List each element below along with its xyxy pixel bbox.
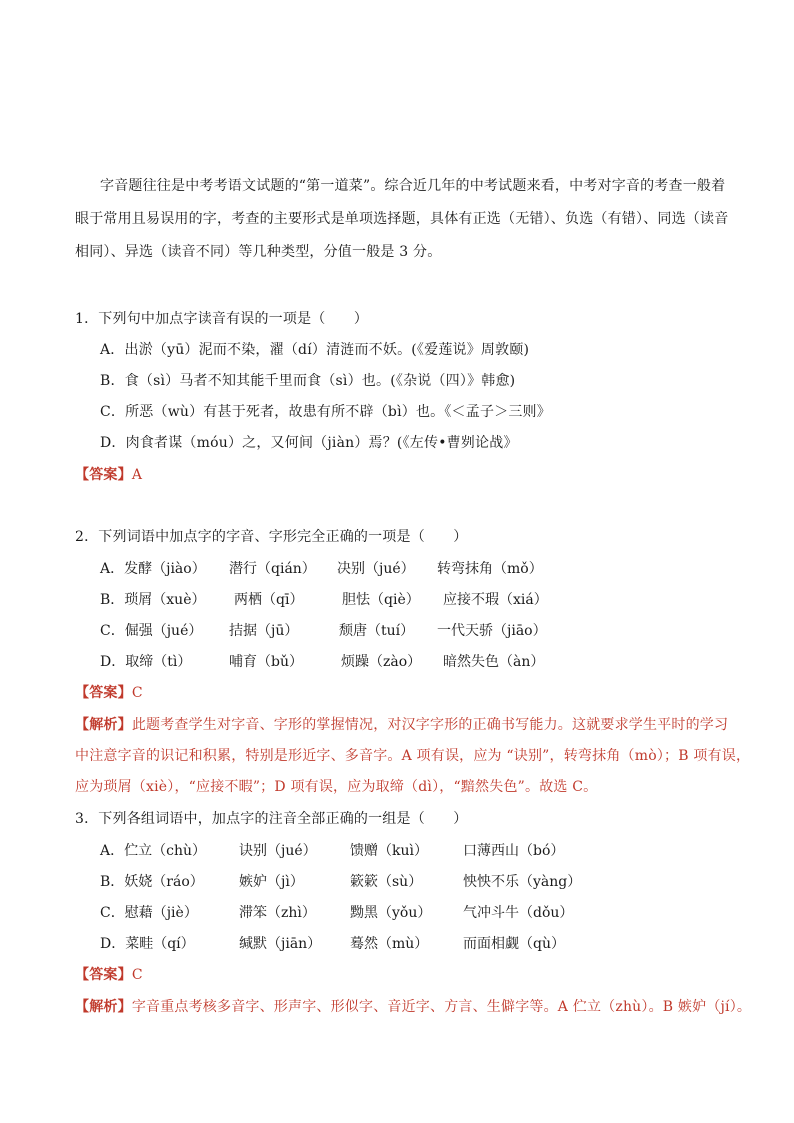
option-cell: 馈赠（kuì） bbox=[350, 843, 428, 859]
option-cell: 而面相觑（qù） bbox=[463, 936, 565, 952]
analysis-line: 中注意字音的识记和积累，特别是形近字、多音字。A 项有误，应为 “诀别”，转弯抹角（mò）；B 项有误， bbox=[75, 748, 751, 764]
option-cell: 滞笨（zhì） bbox=[239, 905, 316, 921]
answer bbox=[75, 466, 142, 484]
option-cell: A．发酵（jiào） bbox=[100, 561, 206, 577]
option-cell: 哺育（bǔ） bbox=[229, 654, 303, 670]
option-cell: 诀别（jué） bbox=[239, 843, 317, 859]
option-d: D．肉食者谋（móu）之，又何间（jiàn）焉？(《左传•曹刿论战》 bbox=[100, 435, 518, 451]
answer-value: C bbox=[131, 967, 143, 983]
option-cell: 蓦然（mù） bbox=[350, 936, 429, 952]
option-c: C．所恶（wù）有甚于死者，故患有所不辟（bì）也。《＜孟子＞三则》 bbox=[100, 404, 551, 420]
analysis-text: 字音重点考核多音字、形声字、形似字、音近字、方言、生僻字等。A 伫立（zhù）。B 嫉妒（jí）。 bbox=[131, 999, 752, 1015]
answer-value: A bbox=[131, 467, 143, 483]
option-cell: 拮据（jū） bbox=[229, 623, 299, 639]
analysis-text: 此题考查学生对字音、字形的掌握情况，对汉字字形的正确书写能力。这就要求学生平时的学习 bbox=[131, 717, 729, 733]
answer-label: 【答案】 bbox=[75, 967, 132, 983]
option-cell: 气冲斗牛（dǒu） bbox=[463, 905, 574, 921]
option-a: A．出淤（yū）泥而不染，濯（dí）清涟而不妖。(《爱莲说》周敦颐) bbox=[100, 342, 530, 358]
answer-label: 【答案】 bbox=[75, 685, 132, 701]
option-cell: 决别（jué） bbox=[337, 561, 415, 577]
option-cell: 应接不瑕（xiá） bbox=[443, 592, 548, 608]
option-cell: D．取缔（tì） bbox=[100, 654, 192, 670]
option-cell: D．菜畦（qí） bbox=[100, 936, 195, 952]
option-cell: 潜行（qián） bbox=[229, 561, 316, 577]
option-cell: B．妖娆（ráo） bbox=[100, 874, 204, 890]
question-stem: 1．下列句中加点字读音有误的一项是（ ） bbox=[75, 311, 369, 327]
analysis-label: 【解析】 bbox=[75, 999, 132, 1015]
option-cell: C．倔强（jué） bbox=[100, 623, 203, 639]
option-cell: 怏怏不乐（yàng） bbox=[463, 874, 582, 890]
option-b: B．食（sì）马者不知其能千里而食（sì）也。(《杂说（四）》韩愈) bbox=[100, 373, 516, 389]
option-cell: 两栖（qī） bbox=[234, 592, 304, 608]
answer bbox=[75, 684, 143, 702]
question-stem: 2．下列词语中加点字的字音、字形完全正确的一项是（ ） bbox=[75, 529, 468, 545]
option-cell: 嫉妒（jì） bbox=[239, 874, 304, 890]
option-cell: 口薄西山（bó） bbox=[463, 843, 565, 859]
answer-label: 【答案】 bbox=[75, 467, 132, 483]
intro-line: 字音题往往是中考考语文试题的“第一道菜”。综合近几年的中考试题来看，中考对字音的考查一般着 bbox=[100, 178, 726, 194]
option-cell: C．慰藉（jiè） bbox=[100, 905, 198, 921]
option-cell: 簌簌（sù） bbox=[350, 874, 423, 890]
analysis-line bbox=[75, 716, 728, 734]
answer-value: C bbox=[131, 685, 143, 701]
option-cell: A．伫立（chù） bbox=[100, 843, 206, 859]
question-stem: 3．下列各组词语中，加点字的注音全部正确的一组是（ ） bbox=[75, 811, 468, 827]
analysis-line bbox=[75, 998, 751, 1016]
answer bbox=[75, 966, 143, 984]
analysis-line: 应为琐屑（xiè），“应接不暇”；D 项有误，应为取缔（dì），“黯然失色”。故选 C。 bbox=[75, 779, 598, 795]
intro-line: 眼于常用且易误用的字，考查的主要形式是单项选择题，具体有正选（无错）、负选（有错）、同选（读音 bbox=[75, 211, 729, 227]
option-cell: 缄默（jiān） bbox=[239, 936, 322, 952]
option-cell: B．琐屑（xuè） bbox=[100, 592, 206, 608]
option-cell: 黝黑（yǒu） bbox=[350, 905, 432, 921]
option-cell: 暗然失色（àn） bbox=[443, 654, 545, 670]
analysis-label: 【解析】 bbox=[75, 717, 132, 733]
intro-line: 相同）、异选（读音不同）等几种类型，分值一般是 3 分。 bbox=[75, 244, 442, 260]
option-cell: 烦躁（zào） bbox=[341, 654, 422, 670]
option-cell: 转弯抹角（mǒ） bbox=[437, 561, 543, 577]
option-cell: 胆怯（qiè） bbox=[342, 592, 420, 608]
option-cell: 颓唐（tuí） bbox=[339, 623, 415, 639]
option-cell: 一代天骄（jiāo） bbox=[437, 623, 547, 639]
